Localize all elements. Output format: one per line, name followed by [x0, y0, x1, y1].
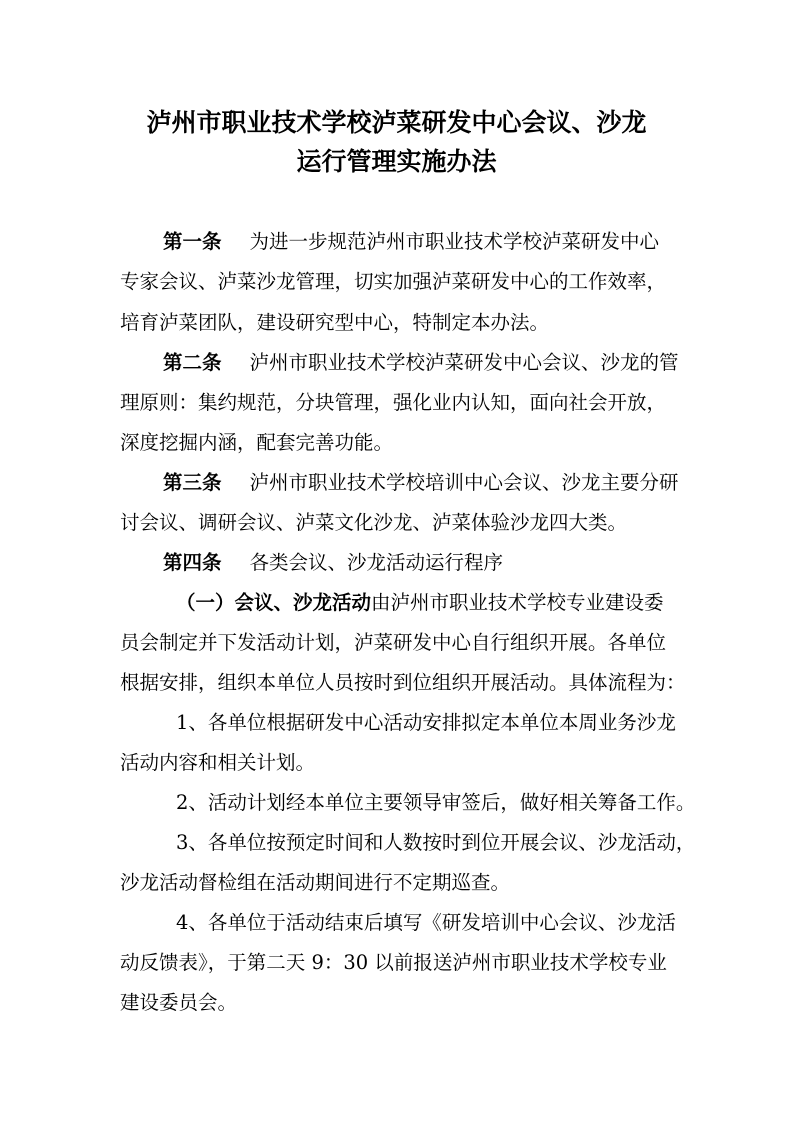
- item4-line1: 4、各单位于活动结束后填写《研发培训中心会议、沙龙活: [176, 911, 676, 934]
- article1-label: 第一条: [163, 230, 222, 253]
- article4-label: 第四条: [163, 551, 222, 574]
- section1-line2: 员会制定并下发活动计划，泸菜研发中心自行组织开展。各单位: [120, 631, 667, 654]
- section1-label: （一）会议、沙龙活动: [176, 591, 372, 614]
- section1-line1: （一）会议、沙龙活动由泸州市职业技术学校专业建设委: [176, 591, 664, 614]
- section1-line3: 根据安排，组织本单位人员按时到位组织开展活动。具体流程为：: [120, 671, 686, 694]
- item1-line1: 1、各单位根据研发中心活动安排拟定本单位本周业务沙龙: [176, 711, 676, 734]
- article1-line2: 专家会议、泸菜沙龙管理，切实加强泸菜研发中心的工作效率，: [120, 270, 667, 293]
- item4-line3: 建设委员会。: [120, 991, 238, 1014]
- document-title-line2: 运行管理实施办法: [296, 147, 497, 176]
- document-title-line1: 泸州市职业技术学校泸菜研发中心会议、沙龙: [146, 108, 647, 137]
- item3-line1: 3、各单位按预定时间和人数按时到位开展会议、沙龙活动，: [176, 831, 696, 854]
- article2-label: 第二条: [163, 351, 222, 374]
- article4-line1: 第四条 各类会议、沙龙活动运行程序: [163, 551, 504, 574]
- article2-line2: 理原则：集约规范，分块管理，强化业内认知，面向社会开放，: [120, 391, 667, 414]
- article3-line1: 第三条 泸州市职业技术学校培训中心会议、沙龙主要分研: [163, 471, 679, 494]
- item2-line1: 2、活动计划经本单位主要领导审签后，做好相关筹备工作。: [176, 791, 696, 814]
- article3-label: 第三条: [163, 471, 222, 494]
- article2-line3: 深度挖掘内涵，配套完善功能。: [120, 431, 394, 454]
- article3-line2: 讨会议、调研会议、泸菜文化沙龙、泸菜体验沙龙四大类。: [120, 511, 628, 534]
- item1-line2: 活动内容和相关计划。: [120, 751, 316, 774]
- item3-line2: 沙龙活动督检组在活动期间进行不定期巡查。: [120, 871, 511, 894]
- article1-line3: 培育泸菜团队，建设研究型中心，特制定本办法。: [120, 311, 550, 334]
- article1-line1: 第一条 为进一步规范泸州市职业技术学校泸菜研发中心: [163, 230, 660, 253]
- article2-line1: 第二条 泸州市职业技术学校泸菜研发中心会议、沙龙的管: [163, 351, 679, 374]
- item4-line2: 动反馈表》，于第二天 9：30 以前报送泸州市职业技术学校专业: [120, 951, 667, 974]
